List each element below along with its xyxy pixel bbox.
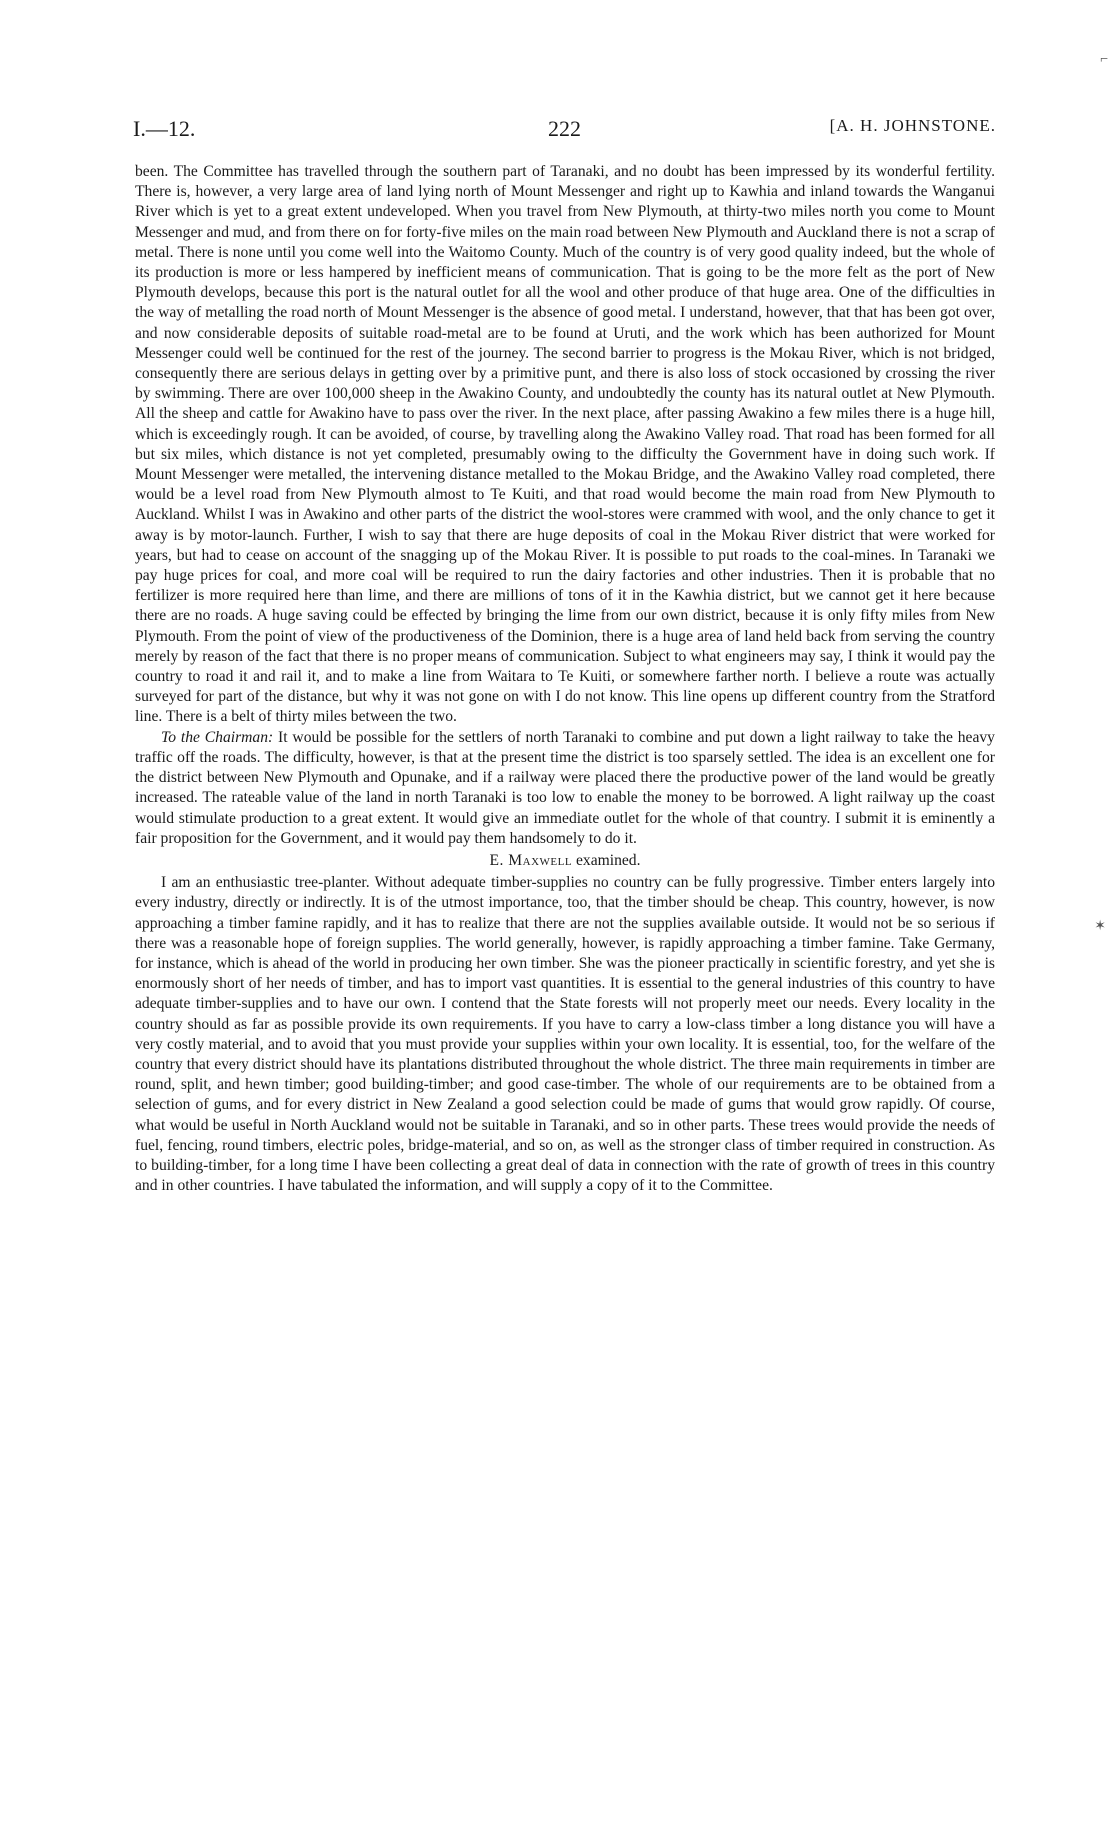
scan-mark-right-margin: ✶	[1094, 919, 1106, 934]
page-header	[133, 116, 996, 146]
paragraph-2	[135, 728, 995, 849]
section-heading-suffix: examined.	[572, 851, 641, 869]
paragraph-1-text: been. The Committee has travelled through the southern part of Taranaki, and no doubt has been impressed by its wonderful fertility. There is, however, a very large area of land lying north of Mount Messenger and right up to Kawhia and inland towards the Wanganui River which is yet to a great extent undeveloped. When you travel from New Plymouth, at thirty-two miles north you come to Mount Messenger and mud, and from there on for forty-five miles on the main road between New Plymouth and Auckland there is not a scrap of metal. There is none until you come well into the Waitomo County. Much of the country is of very good quality indeed, but the whole of its production is more or less hampered by inefficient means of communication. That is going to be the more felt as the port of New Plymouth develops, because this port is the natural outlet for all the wool and other produce of that huge area. One of the difficulties in the way of metalling the road north of Mount Messenger is the absence of good metal. I understand, however, that that has been got over, and now considerable deposits of suitable road-metal are to be found at Uruti, and the work which has been authorized for Mount Messenger could well be continued for the rest of the journey. The second barrier to progress is the Mokau River, which is not bridged, consequently there are serious delays in getting over by a primitive punt, and there is also loss of stock occasioned by crossing the river by swimming. There are over 100,000 sheep in the Awakino County, and undoubtedly the county has its natural outlet at New Plymouth. All the sheep and cattle for Awakino have to pass over the river. In the next place, after passing Awakino a few miles there is a huge hill, which is exceedingly rough. It can be avoided, of course, by travelling along the Awakino Valley road. That road has been formed for all but six miles, which distance is not yet completed, presumably owing to the difficulty the Government have in doing such work. If Mount Messenger were metalled, the intervening distance metalled to the Mokau Bridge, and the Awakino Valley road completed, there would be a level road from New Plymouth almost to Te Kuiti, and that road would become the main road from New Plymouth to Auckland. Whilst I was in Awakino and other parts of the district the wool-stores were crammed with wool, and the only chance to get it away is by motor-launch. Further, I wish to say that there are huge deposits of coal in the Mokau River district that were worked for years, but had to cease on account of the snagging up of the Mokau River. It is possible to put roads to the coal-mines. In Taranaki we pay huge prices for coal, and more coal will be required to run the dairy factories and other industries. Then it is probable that no fertilizer is more required here than lime, and there are millions of tons of it in the Kawhia district, but we cannot get it here because there are no roads. A huge saving could be effected by bringing the lime from our own district, because it is only fifty miles from New Plymouth. From the point of view of the productiveness of the Dominion, there is a huge area of land held back from serving the country merely by reason of the fact that there is no proper means of communication. Subject to what engineers may say, I think it would pay the country to road it and rail it, and to make a line from Waitara to Te Kuiti, or somewhere farther north. I believe a route was actually surveyed for part of the distance, but why it was not gone on with I do not know. This line opens up different country from the Stratford line. There is a belt of thirty miles between the two.	[135, 163, 995, 726]
page-number: 222	[548, 116, 581, 141]
paragraph-3-text: I am an enthusiastic tree-planter. Without adequate timber-supplies no country can be fully progressive. Timber enters largely into every industry, directly or indirectly. It is of the utmost importance, too, that the timber should be cheap. This country, however, is now approaching a timber famine rapidly, and it has to realize that there are not the supplies available outside. It would not be so serious if there was a reasonable hope of foreign supplies. The world generally, however, is rapidly approaching a timber famine. Take Germany, for instance, which is ahead of the world in producing her own timber. She was the pioneer practically in scientific forestry, and yet she is enormously short of her needs of timber, and has to import vast quantities. It is essential to the general industries of this country to have adequate timber-supplies and to have our own. I contend that the State forests will not properly meet our needs. Every locality in the country should as far as possible provide its own requirements. If you have to carry a low-class timber a long distance you will have a very costly material, and to avoid that you must provide your supplies within your own locality. It is essential, too, for the welfare of the country that every district should have its plantations distributed throughout the whole district. The three main requirements in timber are round, split, and hewn timber; good building-timber; and good case-timber. The whole of our requirements are to be obtained from a selection of gums, and for every district in New Zealand a good selection could be made of gums that would grow rapidly. Of course, what would be useful in North Auckland would not be suitable in Taranaki, and so in other parts. These trees would provide the needs of fuel, fencing, round timbers, electric poles, bridge-material, and so on, as well as the stronger class of timber required in construction. As to building-timber, for a long time I have been collecting a great deal of data in connection with the rate of growth of trees in this country and in other countries. I have tabulated the information, and will supply a copy of it to the Committee.	[135, 874, 995, 1195]
witness-name: E. Maxwell	[489, 851, 573, 869]
paragraph-2-text: It would be possible for the settlers of north Taranaki to combine and put down a light railway to take the heavy traffic off the roads. The difficulty, however, is that at the present time the district is too sparsely settled. The idea is an excellent one for the district between New Plymouth and Opunake, and if a railway were placed there the productive power of the land would be greatly increased. The rateable value of the land in north Taranaki is too low to enable the money to be borrowed. A light railway up the coast would stimulate production to a great extent. It would give an immediate outlet for the whole of that country. I submit it is eminently a fair proposition for the Government, and it would pay them handsomely to do it.	[135, 728, 995, 847]
scan-mark-top-right: ⌐	[1100, 52, 1108, 67]
paragraph-3	[135, 873, 995, 1196]
paragraph-2-lead: To the Chairman:	[161, 728, 274, 746]
witness-name-header: [A. H. JOHNSTONE.	[829, 116, 996, 135]
paragraph-1	[135, 162, 995, 728]
document-reference: I.—12.	[133, 116, 196, 141]
body-text	[135, 162, 995, 1196]
section-heading	[135, 851, 995, 871]
